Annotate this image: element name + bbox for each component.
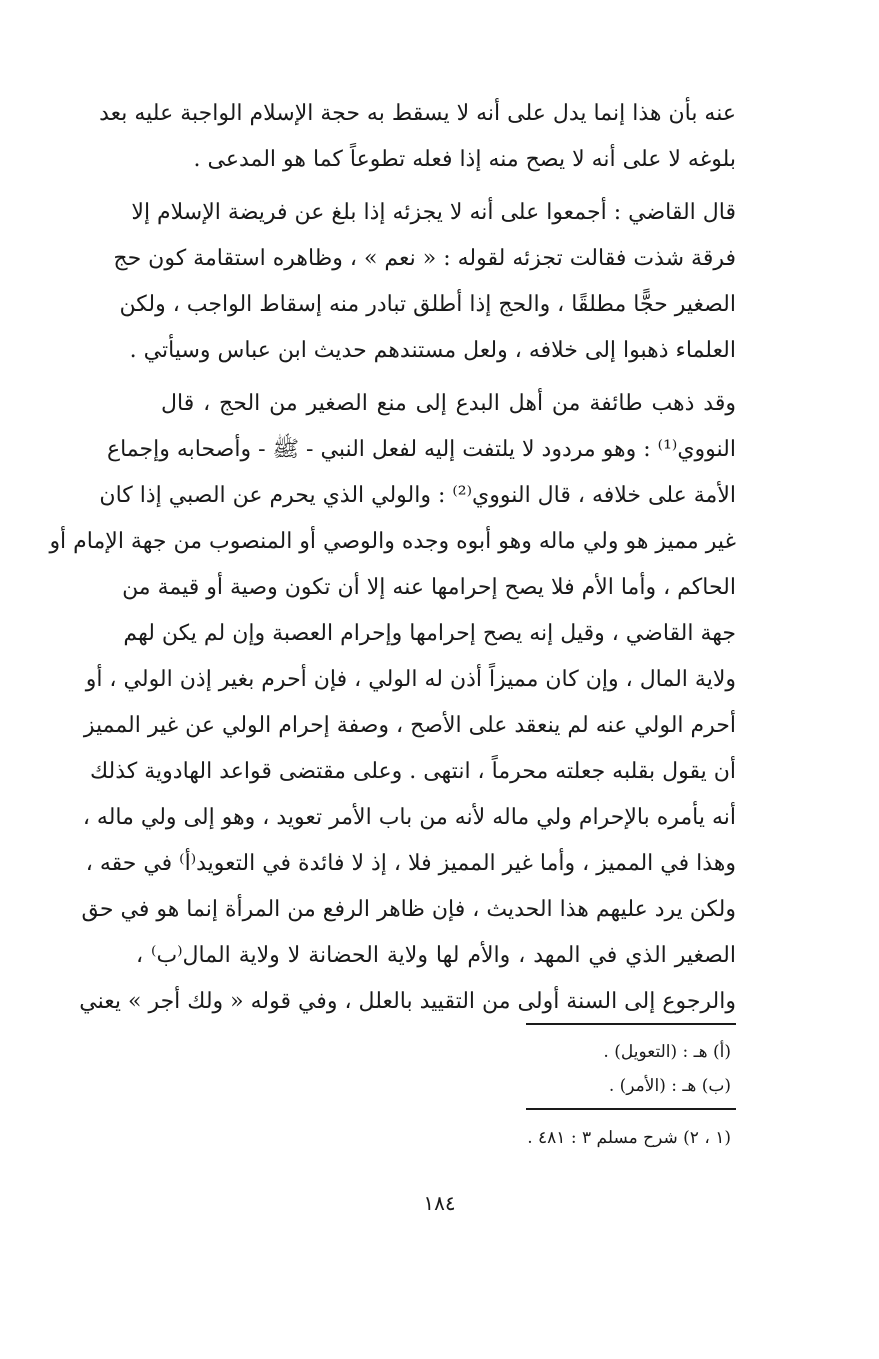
text-line: وهذا في المميز ، وأما غير المميز فلا ، إذ لا فائدة في التعويد⁽أ⁾ في حقه ، bbox=[85, 851, 736, 876]
text-line: عنه بأن هذا إنما يدل على أنه لا يسقط به حجة الإسلام الواجبة عليه بعد bbox=[99, 101, 736, 126]
text-line: الصغير حجًّا مطلقًا ، والحج إذا أطلق تبادر منه إسقاط الواجب ، ولكن bbox=[119, 292, 736, 317]
text-line: جهة القاضي ، وقيل إنه يصح إحرامها وإحرام العصبة وإن لم يكن لهم bbox=[123, 621, 736, 646]
text-line: غير مميز هو ولي ماله وهو أبوه وجده والوصي أو المنصوب من جهة الإمام أو bbox=[49, 529, 736, 554]
text-line: قال القاضي : أجمعوا على أنه لا يجزئه إذا بلغ عن فريضة الإسلام إلا bbox=[131, 200, 736, 225]
text-line: العلماء ذهبوا إلى خلافه ، ولعل مستندهم حديث ابن عباس وسيأتي . bbox=[129, 338, 736, 363]
page-number: ١٨٤ bbox=[423, 1191, 456, 1215]
text-line: أنه يأمره بالإحرام ولي ماله لأنه من باب الأمر تعويد ، وهو إلى ولي ماله ، bbox=[82, 805, 736, 830]
text-line: ولكن يرد عليهم هذا الحديث ، فإن ظاهر الرفع من المرأة إنما هو في حق bbox=[81, 897, 736, 922]
text-line: الأمة على خلافه ، قال النووي⁽²⁾ : والولي الذي يحرم عن الصبي إذا كان bbox=[99, 483, 736, 508]
footnote-divider bbox=[526, 1023, 736, 1025]
reference-divider bbox=[526, 1108, 736, 1110]
text-line: بلوغه لا على أنه لا يصح منه إذا فعله تطوعاً كما هو المدعى . bbox=[193, 147, 736, 172]
text-line: والرجوع إلى السنة أولى من التقييد بالعلل ، وفي قوله « ولك أجر » يعني bbox=[79, 989, 736, 1014]
text-line: أن يقول بقلبه جعلته محرماً ، انتهى . وعلى مقتضى قواعد الهادوية كذلك bbox=[89, 759, 736, 784]
text-line: فرقة شذت فقالت تجزئه لقوله : « نعم » ، وظاهره استقامة كون حج bbox=[113, 246, 736, 271]
text-line: وقد ذهب طائفة من أهل البدع إلى منع الصغير من الحج ، قال bbox=[161, 391, 736, 416]
text-line: الصغير الذي في المهد ، والأم لها ولاية الحضانة لا ولاية المال⁽ب⁾ ، bbox=[136, 943, 736, 968]
text-line: الحاكم ، وأما الأم فلا يصح إحرامها عنه إلا أن تكون وصية أو قيمة من bbox=[122, 575, 736, 600]
text-line: النووي⁽¹⁾ : وهو مردود لا يلتفت إليه لفعل النبي - ﷺ - وأصحابه وإجماع bbox=[106, 437, 736, 462]
text-line: ولاية المال ، وإن كان مميزاً أذن له الولي ، فإن أحرم بغير إذن الولي ، أو bbox=[85, 667, 736, 692]
variant-note-b: (ب) هـ : (الأمر) . bbox=[608, 1076, 731, 1096]
reference-note: (١ ، ٢) شرح مسلم ٣ : ٤٨١ . bbox=[527, 1128, 731, 1148]
variant-note-a: (أ) هـ : (التعويل) . bbox=[603, 1042, 731, 1062]
text-line: أحرم الولي عنه لم ينعقد على الأصح ، وصفة إحرام الولي عن غير المميز bbox=[83, 713, 736, 738]
